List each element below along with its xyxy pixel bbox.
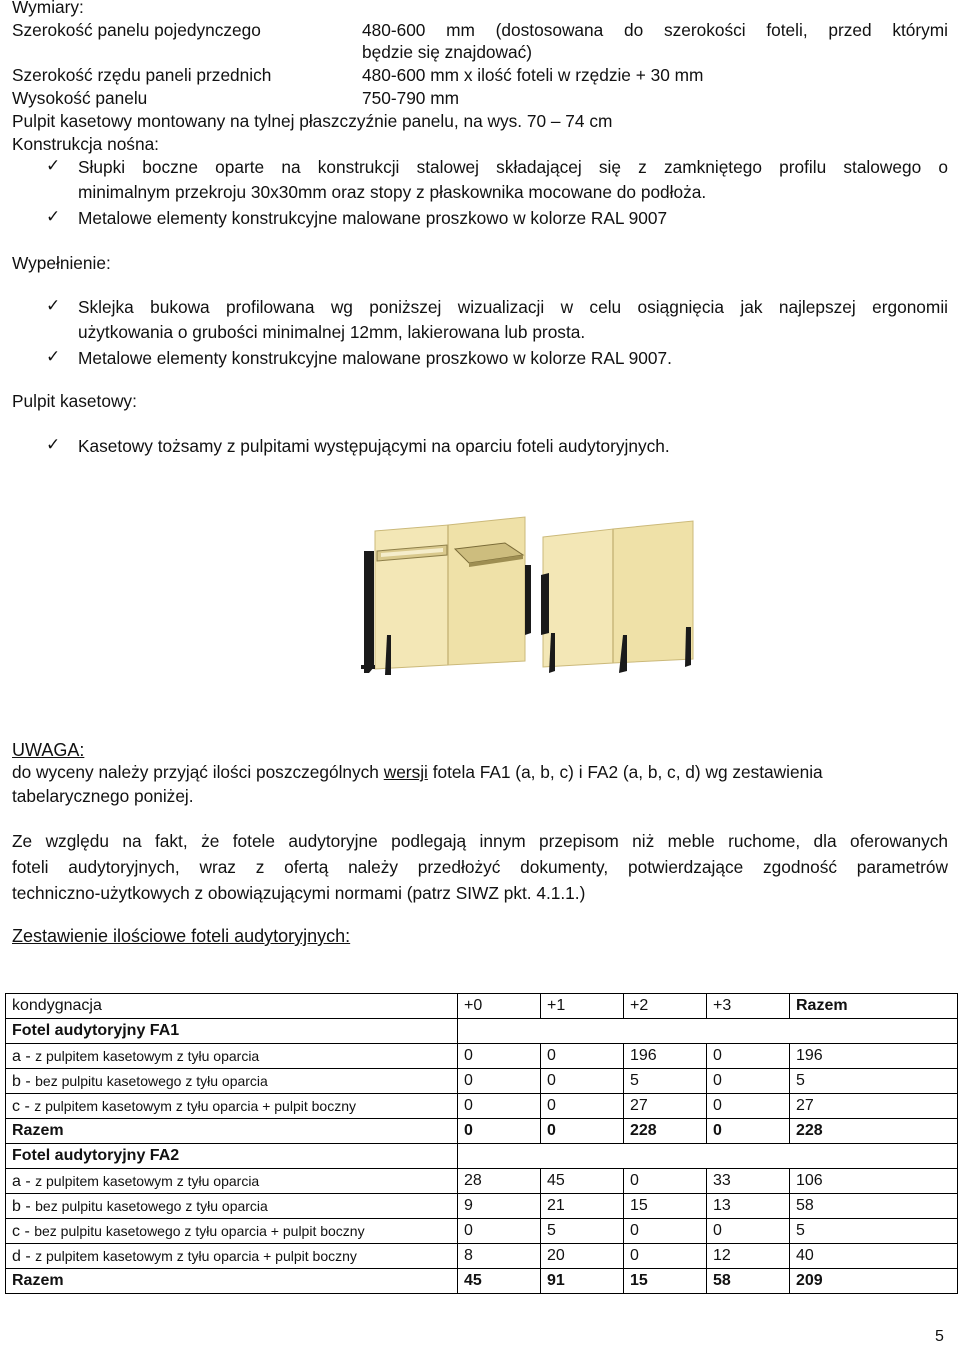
- table-cell: 33: [707, 1169, 790, 1194]
- table-cell: 27: [790, 1094, 958, 1119]
- paragraph-line-3: techniczno-użytkowych z obowiązującymi normami (patrz SIWZ pkt. 4.1.1.): [12, 883, 586, 903]
- row-prefix: b -: [12, 1197, 36, 1215]
- check-icon: ✓: [46, 156, 61, 176]
- notice-line-1-start: do wyceny należy przyjąć ilości poszczególnych: [12, 762, 384, 782]
- table-header-cell: kondygnacja: [6, 994, 458, 1019]
- table-row: [6, 1169, 958, 1194]
- row-description: z pulpitem kasetowym z tyłu oparcia: [35, 1172, 260, 1189]
- table-cell: 5: [541, 1219, 624, 1244]
- group-label-fa2: Fotel audytoryjny FA2: [6, 1144, 458, 1169]
- table-cell: 5: [790, 1069, 958, 1094]
- table-cell: 0: [458, 1044, 541, 1069]
- table-cell: 45: [541, 1169, 624, 1194]
- table-cell: [6, 1069, 458, 1094]
- table-cell: 196: [790, 1044, 958, 1069]
- table-header-cell: +0: [458, 994, 541, 1019]
- table-cell: 0: [624, 1219, 707, 1244]
- dim-value-row-width: 480-600 mm x ilość foteli w rzędzie + 30 mm: [362, 65, 704, 85]
- table-cell: 228: [624, 1119, 707, 1144]
- dimensions-heading: Wymiary:: [12, 0, 84, 17]
- table-cell: 27: [624, 1094, 707, 1119]
- steel-post: [364, 551, 374, 673]
- table-cell: 21: [541, 1194, 624, 1219]
- table-cell: [458, 1144, 958, 1169]
- filling-item-1-cont: użytkowania o grubości minimalnej 12mm, lakierowana lub prosta.: [78, 322, 586, 342]
- row-description: z pulpitem kasetowym z tyłu oparcia + pulpit boczny: [35, 1247, 357, 1264]
- table-cell: 40: [790, 1244, 958, 1269]
- row-description: bez pulpitu kasetowego z tyłu oparcia + pulpit boczny: [34, 1222, 365, 1239]
- table-cell: [6, 1219, 458, 1244]
- table-group-row: [6, 1144, 958, 1169]
- table-cell: 45: [458, 1269, 541, 1294]
- steel-post: [685, 627, 691, 667]
- check-icon: ✓: [46, 296, 61, 316]
- dim-label-row-width: Szerokość rzędu paneli przednich: [12, 65, 272, 85]
- table-title: Zestawienie ilościowe foteli audytoryjnych:: [12, 926, 351, 946]
- table-row: [6, 1194, 958, 1219]
- row-prefix: b -: [12, 1072, 36, 1090]
- row-description: z pulpitem kasetowym z tyłu oparcia + pulpit boczny: [34, 1097, 356, 1114]
- table-cell: 0: [541, 1044, 624, 1069]
- dim-label-height: Wysokość panelu: [12, 88, 148, 108]
- table-cell: 0: [541, 1119, 624, 1144]
- filling-item-1: Sklejka bukowa profilowana wg poniższej wizualizacji w celu osiągnięcia jak najlepszej ergonomii: [78, 297, 948, 317]
- table-cell: 0: [458, 1119, 541, 1144]
- table-header-cell: +1: [541, 994, 624, 1019]
- table-cell: Razem: [6, 1119, 458, 1144]
- construction-item-1-cont: minimalnym przekroju 30x30mm oraz stopy z płaskownika mocowane do podłoża.: [78, 182, 707, 202]
- table-cell: 91: [541, 1269, 624, 1294]
- table-cell: 209: [790, 1269, 958, 1294]
- dim-label-single-width: Szerokość panelu pojedynczego: [12, 20, 261, 40]
- table-cell: 28: [458, 1169, 541, 1194]
- row-description: bez pulpitu kasetowego z tyłu oparcia: [35, 1072, 268, 1089]
- desk-mount-line: Pulpit kasetowy montowany na tylnej płaszczyźnie panelu, na wys. 70 – 74 cm: [12, 111, 613, 131]
- table-cell: 0: [707, 1219, 790, 1244]
- table-cell: 13: [707, 1194, 790, 1219]
- desk-heading: Pulpit kasetowy:: [12, 391, 137, 411]
- table-cell: [6, 1044, 458, 1069]
- notice-line-2: tabelarycznego poniżej.: [12, 786, 194, 806]
- construction-item-1: Słupki boczne oparte na konstrukcji stalowej składającej się z zamkniętego profilu stalowego o: [78, 157, 948, 177]
- table-cell: 0: [458, 1094, 541, 1119]
- paragraph-line-1: Ze względu na fakt, że fotele audytoryjne podlegają innym przepisom niż meble ruchome, dla oferowanych: [12, 831, 948, 851]
- table-cell: 58: [707, 1269, 790, 1294]
- table-header-row: [6, 994, 958, 1019]
- table-cell: 8: [458, 1244, 541, 1269]
- steel-post: [525, 565, 531, 635]
- table-row: [6, 1219, 958, 1244]
- table-cell: 0: [707, 1119, 790, 1144]
- table-cell: 20: [541, 1244, 624, 1269]
- table-row: [6, 1244, 958, 1269]
- notice-versions-link: wersji: [383, 762, 428, 782]
- table-header-cell: +2: [624, 994, 707, 1019]
- dim-value-single-width-cont: będzie się znajdować): [362, 42, 533, 62]
- notice-line-1: [12, 761, 823, 783]
- table-cell: 5: [790, 1219, 958, 1244]
- paragraph-line-2: foteli audytoryjnych, wraz z ofertą należy przedłożyć dokumenty, potwierdzające zgodność parametrów: [12, 857, 948, 877]
- table-cell: 15: [624, 1194, 707, 1219]
- table-cell: [6, 1169, 458, 1194]
- table-cell: [6, 1094, 458, 1119]
- table-cell: 15: [624, 1269, 707, 1294]
- dim-value-height: 750-790 mm: [362, 88, 460, 108]
- table-cell: 12: [707, 1244, 790, 1269]
- notice-heading: UWAGA:: [12, 740, 85, 760]
- table-header-cell: +3: [707, 994, 790, 1019]
- left-panel-2: [448, 517, 525, 665]
- dim-value-single-width: 480-600 mm (dostosowana do szerokości foteli, przed którymi: [362, 20, 948, 40]
- table-cell: 0: [624, 1244, 707, 1269]
- table-cell: 0: [458, 1219, 541, 1244]
- table-cell: 0: [707, 1044, 790, 1069]
- row-description: z pulpitem kasetowym z tyłu oparcia: [35, 1047, 260, 1064]
- row-description: bez pulpitu kasetowego z tyłu oparcia: [35, 1197, 268, 1214]
- construction-item-2: Metalowe elementy konstrukcyjne malowane proszkowo w kolorze RAL 9007: [78, 208, 668, 228]
- table-cell: [458, 1019, 958, 1044]
- table-total-row: [6, 1119, 958, 1144]
- table-cell: 0: [707, 1069, 790, 1094]
- table-row: [6, 1044, 958, 1069]
- desk-item-1: Kasetowy tożsamy z pulpitami występującymi na oparciu foteli audytoryjnych.: [78, 436, 670, 456]
- row-prefix: a -: [12, 1172, 36, 1190]
- group-label-fa1: Fotel audytoryjny FA1: [6, 1019, 458, 1044]
- steel-post: [541, 573, 549, 635]
- table-header-cell: Razem: [790, 994, 958, 1019]
- table-total-row: [6, 1269, 958, 1294]
- check-icon: ✓: [46, 207, 61, 227]
- check-icon: ✓: [46, 435, 61, 455]
- table-cell: 228: [790, 1119, 958, 1144]
- table-cell: 0: [458, 1069, 541, 1094]
- table-cell: 0: [541, 1094, 624, 1119]
- table-cell: 0: [541, 1069, 624, 1094]
- table-cell: [6, 1194, 458, 1219]
- filling-heading: Wypełnienie:: [12, 253, 111, 273]
- row-prefix: d -: [12, 1247, 36, 1265]
- row-prefix: c -: [12, 1222, 35, 1240]
- table-cell: 9: [458, 1194, 541, 1219]
- table-cell: 196: [624, 1044, 707, 1069]
- table-cell: 0: [624, 1169, 707, 1194]
- notice-line-1-end: fotela FA1 (a, b, c) i FA2 (a, b, c, d) wg zestawienia: [427, 762, 823, 782]
- table-cell: 0: [707, 1094, 790, 1119]
- page-number: 5: [935, 1328, 944, 1345]
- row-prefix: c -: [12, 1097, 35, 1115]
- table-cell: 58: [790, 1194, 958, 1219]
- construction-heading: Konstrukcja nośna:: [12, 134, 159, 154]
- table-group-row: [6, 1019, 958, 1044]
- filling-item-2: Metalowe elementy konstrukcyjne malowane proszkowo w kolorze RAL 9007.: [78, 348, 672, 368]
- row-prefix: a -: [12, 1047, 36, 1065]
- table-cell: 106: [790, 1169, 958, 1194]
- table-row: [6, 1094, 958, 1119]
- table-cell: 5: [624, 1069, 707, 1094]
- table-row: [6, 1069, 958, 1094]
- table-cell: Razem: [6, 1269, 458, 1294]
- quantities-table: [5, 993, 958, 1294]
- check-icon: ✓: [46, 347, 61, 367]
- front-panels-illustration: [355, 515, 705, 675]
- table-cell: [6, 1244, 458, 1269]
